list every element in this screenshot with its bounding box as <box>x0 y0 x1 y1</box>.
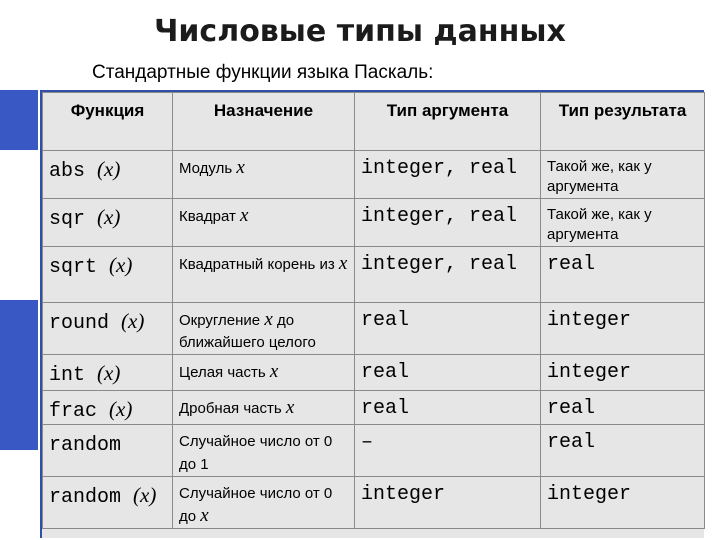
table-row <box>43 477 705 529</box>
table-header-row <box>43 93 705 151</box>
function-name: frac <box>49 400 98 423</box>
argument-type-cell: real <box>355 355 541 391</box>
functions-table-container <box>40 90 704 538</box>
argument-type-cell: real <box>355 391 541 425</box>
function-argument: (x) <box>97 205 121 229</box>
result-type-cell: real <box>541 425 705 477</box>
purpose-cell <box>173 425 355 477</box>
argument-type-cell: integer, real <box>355 151 541 199</box>
function-argument: (x) <box>109 253 133 277</box>
function-name: sqrt <box>49 256 98 279</box>
purpose-cell <box>173 151 355 199</box>
page-title: Числовые типы данных <box>154 14 566 49</box>
result-type-cell: Такой же, как у аргумента <box>541 199 705 247</box>
argument-type-cell: real <box>355 303 541 355</box>
purpose-variable: x <box>285 397 295 418</box>
argument-type-cell: integer, real <box>355 199 541 247</box>
function-name: random <box>49 486 122 509</box>
result-type-cell: Такой же, как у аргумента <box>541 151 705 199</box>
purpose-variable: x <box>236 157 245 178</box>
function-argument: (x) <box>133 483 157 507</box>
function-cell <box>43 425 173 477</box>
purpose-text: Квадрат <box>179 208 236 225</box>
table-row <box>43 425 705 477</box>
purpose-variable: x <box>264 309 273 330</box>
function-cell <box>43 355 173 391</box>
function-argument: (x) <box>97 361 121 385</box>
function-cell <box>43 247 173 303</box>
purpose-tail: до ближайшего целого <box>179 312 316 351</box>
purpose-text: Дробная часть <box>179 400 282 417</box>
result-type-cell: integer <box>541 355 705 391</box>
function-cell <box>43 303 173 355</box>
column-header: Тип результата <box>541 93 705 151</box>
purpose-text: Случайное число от 0 до <box>179 485 333 525</box>
purpose-variable: x <box>269 361 279 382</box>
purpose-text: Модуль <box>179 160 233 177</box>
result-type-cell: real <box>541 391 705 425</box>
table-body <box>43 151 705 529</box>
page-subtitle: Стандартные функции языка Паскаль: <box>92 62 434 83</box>
function-cell <box>43 477 173 529</box>
decor-block <box>0 90 38 150</box>
table-row <box>43 303 705 355</box>
purpose-text: Случайное число от 0 до 1 <box>179 433 333 473</box>
purpose-cell <box>173 247 355 303</box>
column-header: Функция <box>43 93 173 151</box>
left-decor-bar <box>0 0 38 540</box>
purpose-text: Целая часть <box>179 364 266 381</box>
purpose-variable: x <box>240 205 249 226</box>
functions-table <box>42 92 705 529</box>
function-cell <box>43 151 173 199</box>
purpose-variable: x <box>338 253 348 274</box>
function-argument: (x) <box>121 309 145 333</box>
function-name: int <box>49 364 86 387</box>
purpose-cell <box>173 199 355 247</box>
purpose-cell <box>173 355 355 391</box>
function-name: sqr <box>49 208 86 231</box>
table-row <box>43 151 705 199</box>
argument-type-cell: – <box>355 425 541 477</box>
column-header: Назначение <box>173 93 355 151</box>
decor-block <box>0 300 38 450</box>
table-row <box>43 199 705 247</box>
function-argument: (x) <box>109 397 133 421</box>
argument-type-cell: integer <box>355 477 541 529</box>
purpose-text: Квадратный корень из <box>179 256 335 273</box>
purpose-cell <box>173 477 355 529</box>
decor-block <box>0 450 38 540</box>
table-row <box>43 355 705 391</box>
result-type-cell: integer <box>541 477 705 529</box>
purpose-cell <box>173 391 355 425</box>
function-cell <box>43 199 173 247</box>
function-name: abs <box>49 160 86 183</box>
result-type-cell: real <box>541 247 705 303</box>
argument-type-cell: integer, real <box>355 247 541 303</box>
column-header: Тип аргумента <box>355 93 541 151</box>
function-name: random <box>49 434 122 457</box>
purpose-cell <box>173 303 355 355</box>
decor-block <box>0 150 38 300</box>
function-name: round <box>49 312 110 335</box>
function-cell <box>43 391 173 425</box>
table-row <box>43 247 705 303</box>
result-type-cell: integer <box>541 303 705 355</box>
function-argument: (x) <box>97 157 121 181</box>
table-row <box>43 391 705 425</box>
purpose-variable: x <box>200 505 209 526</box>
purpose-text: Округление <box>179 312 261 329</box>
